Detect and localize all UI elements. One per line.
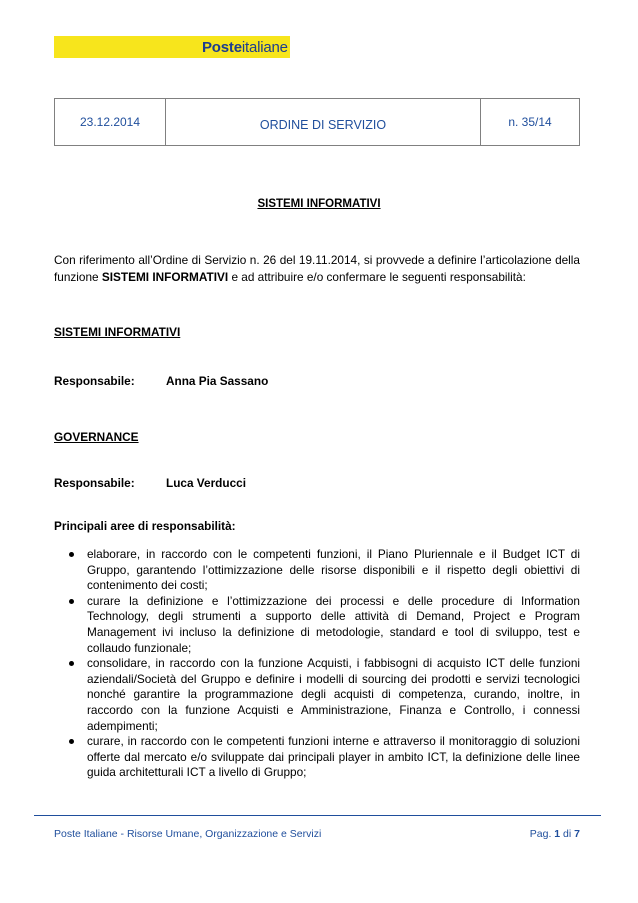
unit-responsible-sistemi-informativi xyxy=(54,374,268,388)
page-number: Pag. 1 di 7 xyxy=(529,828,580,840)
responsible-label: Responsabile: xyxy=(54,374,135,388)
bullet-icon xyxy=(69,661,74,666)
order-title: ORDINE DI SERVIZIO xyxy=(166,99,481,145)
order-number: n. 35/14 xyxy=(508,115,552,129)
responsible-name: Luca Verducci xyxy=(166,476,246,490)
bullet-icon xyxy=(69,739,74,744)
list-item: curare la definizione e l’ottimizzazione dei processi e delle procedure di Information Technology, degli strumenti a supporto delle attività di Demand, Project e Program Management ivi incluso la definizione di metodologie, standard e tool di sviluppo, test e collaudo funzionale; xyxy=(54,594,580,656)
responsible-name: Anna Pia Sassano xyxy=(166,374,269,388)
intro-paragraph: Con riferimento all’Ordine di Servizio n. 26 del 19.11.2014, si provvede a definire l’articolazione della funzione SISTEMI INFORMATIVI e ad attribuire e/o confermare le seguenti responsabilità: xyxy=(54,253,580,284)
list-item: elaborare, in raccordo con le competenti funzioni, il Piano Pluriennale e il Budget ICT di Gruppo, garantendo l’ottimizzazione delle risorse disponibili e il rispetto degli obiettivi di contenimento dei costi; xyxy=(54,547,580,594)
areas-title: Principali aree di responsabilità: xyxy=(54,519,236,533)
unit-responsible-governance xyxy=(54,476,246,490)
poste-italiane-logo: Posteitaliane xyxy=(202,39,288,56)
section-title: SISTEMI INFORMATIVI xyxy=(257,198,381,210)
footer-organization: Poste Italiane - Risorse Umane, Organizzazione e Servizi xyxy=(54,828,322,840)
unit-heading-governance: GOVERNANCE xyxy=(54,430,139,444)
footer-divider xyxy=(34,815,601,816)
responsible-label: Responsabile: xyxy=(54,476,135,490)
order-date: 23.12.2014 xyxy=(55,99,166,145)
bullet-icon xyxy=(69,552,74,557)
header-box xyxy=(54,98,580,146)
bullet-icon xyxy=(69,599,74,604)
unit-heading-sistemi-informativi: SISTEMI INFORMATIVI xyxy=(54,325,181,339)
list-item: curare, in raccordo con le competenti funzioni interne e attraverso il monitoraggio di soluzioni offerte dal mercato e/o sviluppate dai principali player in ambito ICT, la definizione delle linee guida architetturali ICT a livello di Gruppo; xyxy=(54,734,580,781)
list-item: consolidare, in raccordo con la funzione Acquisti, i fabbisogni di acquisto ICT delle funzioni aziendali/Società del Gruppo e definire i modelli di sourcing dei prodotti e servizi tecnologici nonché garantire la programmazione degli acquisti di competenza, curando, inoltre, in raccordo con la funzione Acquisti e Amministrazione, Finanza e Controllo, i connessi adempimenti; xyxy=(54,656,580,734)
responsibility-list xyxy=(54,547,580,781)
